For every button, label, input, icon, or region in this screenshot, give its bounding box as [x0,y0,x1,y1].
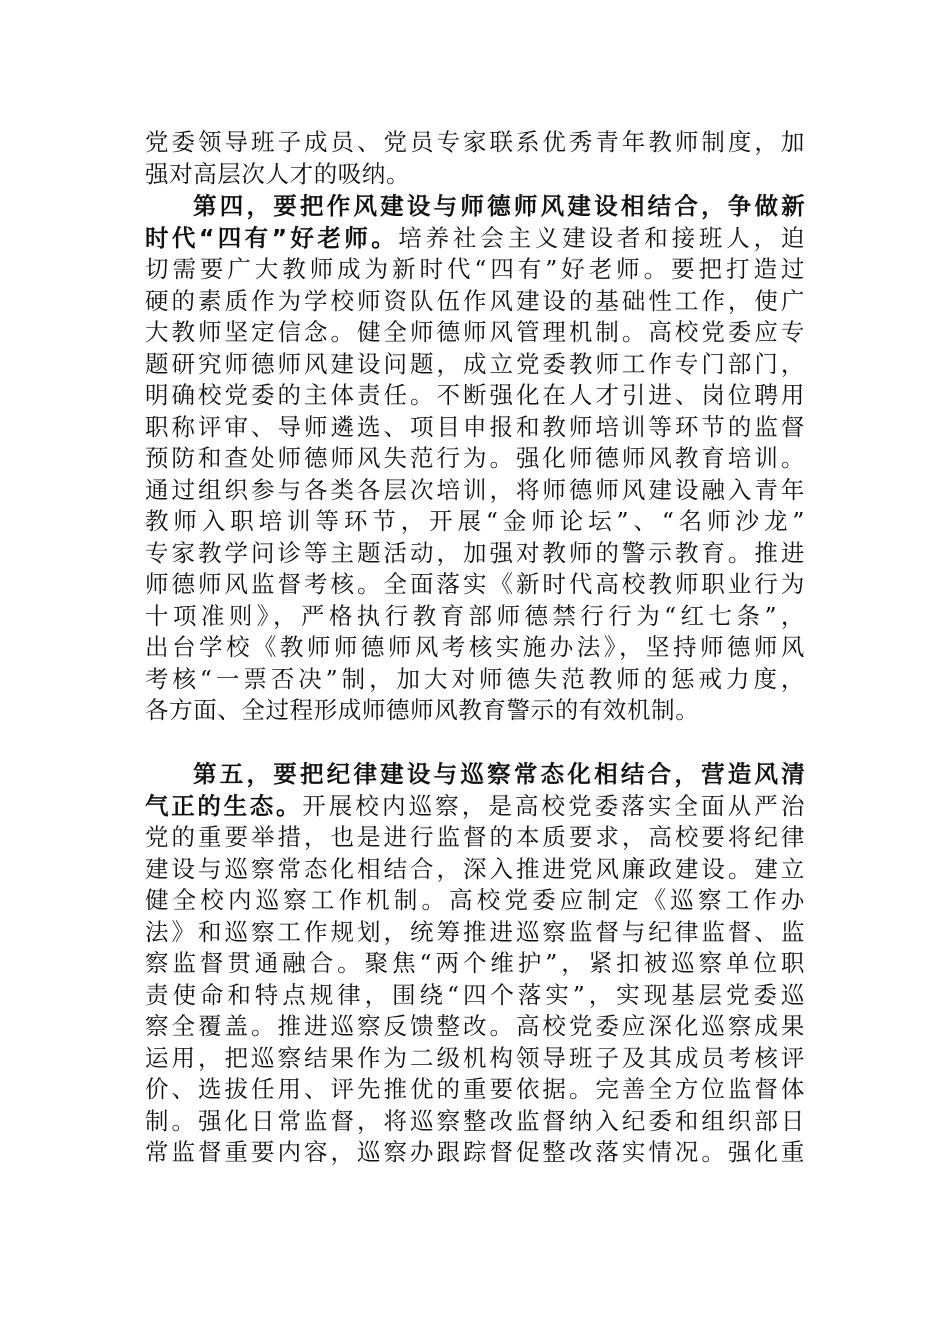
text-segment: 开展校内巡察，是高校党委落实全面从严治 [302,791,805,820]
text-line: 教师入职培训等环节，开展“金师论坛”、“名师沙龙” [145,507,805,535]
text-line: 运用，把巡察结果作为二级机构领导班子及其成员考核评 [145,1043,805,1072]
text-line: 专家教学问诊等主题活动，加强对教师的警示教育。推进 [145,538,805,567]
text-line: 切需要广大教师成为新时代“四有”好老师。要把打造过 [145,255,805,283]
text-line: 职称评审、导师遴选、项目申报和教师培训等环节的监督 [145,412,805,441]
text-line: 考核“一票否决”制，加大对师德失范教师的惩戒力度， [145,664,805,693]
text-line: 预防和查处师德师风失范行为。强化师德师风教育培训。 [145,444,805,472]
text-line: 通过组织参与各类各层次培训，将师德师风建设融入青年 [145,475,805,504]
text-line: 党的重要举措，也是进行监督的本质要求，高校要将纪律 [145,823,805,851]
text-line: 制。强化日常监督，将巡察整改监督纳入纪委和组织部日 [145,1106,805,1135]
paragraph-4-heading-end: 时代“四有”好老师。 [145,223,399,252]
text-line: 大教师坚定信念。健全师德师风管理机制。高校党委应专 [145,318,805,346]
text-line: 强对高层次人才的吸纳。 [145,159,411,188]
text-line: 察监督贯通融合。聚焦“两个维护”，紧扣被巡察单位职 [145,949,805,977]
text-line: 各方面、全过程形成师德师风教育警示的有效机制。 [145,696,700,724]
text-line: 党委领导班子成员、党员专家联系优秀青年教师制度，加 [145,128,805,156]
text-line: 价、选拔任用、评先推优的重要依据。完善全方位监督体 [145,1075,805,1103]
paragraph-5-heading-end: 气正的生态。 [145,791,303,820]
text-line [145,791,805,823]
paragraph-5-heading: 第五，要把纪律建设与巡察常态化相结合，营造风清 [193,760,805,788]
paragraph-5 [145,759,805,1169]
text-line: 常监督重要内容，巡察办跟踪督促整改落实情况。强化重 [145,1138,805,1166]
text-line: 明确校党委的主体责任。不断强化在人才引进、岗位聘用 [145,381,805,409]
text-line [145,223,805,255]
text-line: 硬的素质作为学校师资队伍作风建设的基础性工作，使广 [145,286,805,315]
text-line: 师德师风监督考核。全面落实《新时代高校教师职业行为 [145,570,805,598]
text-segment: 培养社会主义建设者和接班人，迫 [398,223,805,252]
paragraph-4 [145,191,805,727]
text-line: 法》和巡察工作规划，统筹推进巡察监督与纪律监督、监 [145,917,805,946]
paragraph-3-tail [145,127,805,190]
text-line: 察全覆盖。推进巡察反馈整改。高校党委应深化巡察成果 [145,1012,805,1040]
paragraph-4-heading: 第四，要把作风建设与师德师风建设相结合，争做新 [193,192,805,220]
text-line: 责使命和特点规律，围绕“四个落实”，实现基层党委巡 [145,980,805,1009]
text-line: 十项准则》，严格执行教育部师德禁行行为“红七条”， [145,601,805,630]
text-line: 题研究师德师风建设问题，成立党委教师工作专门部门， [145,349,805,378]
text-line: 建设与巡察常态化相结合，深入推进党风廉政建设。建立 [145,854,805,883]
text-line: 健全校内巡察工作机制。高校党委应制定《巡察工作办 [145,886,805,914]
text-line: 出台学校《教师师德师风考核实施办法》，坚持师德师风 [145,633,805,661]
